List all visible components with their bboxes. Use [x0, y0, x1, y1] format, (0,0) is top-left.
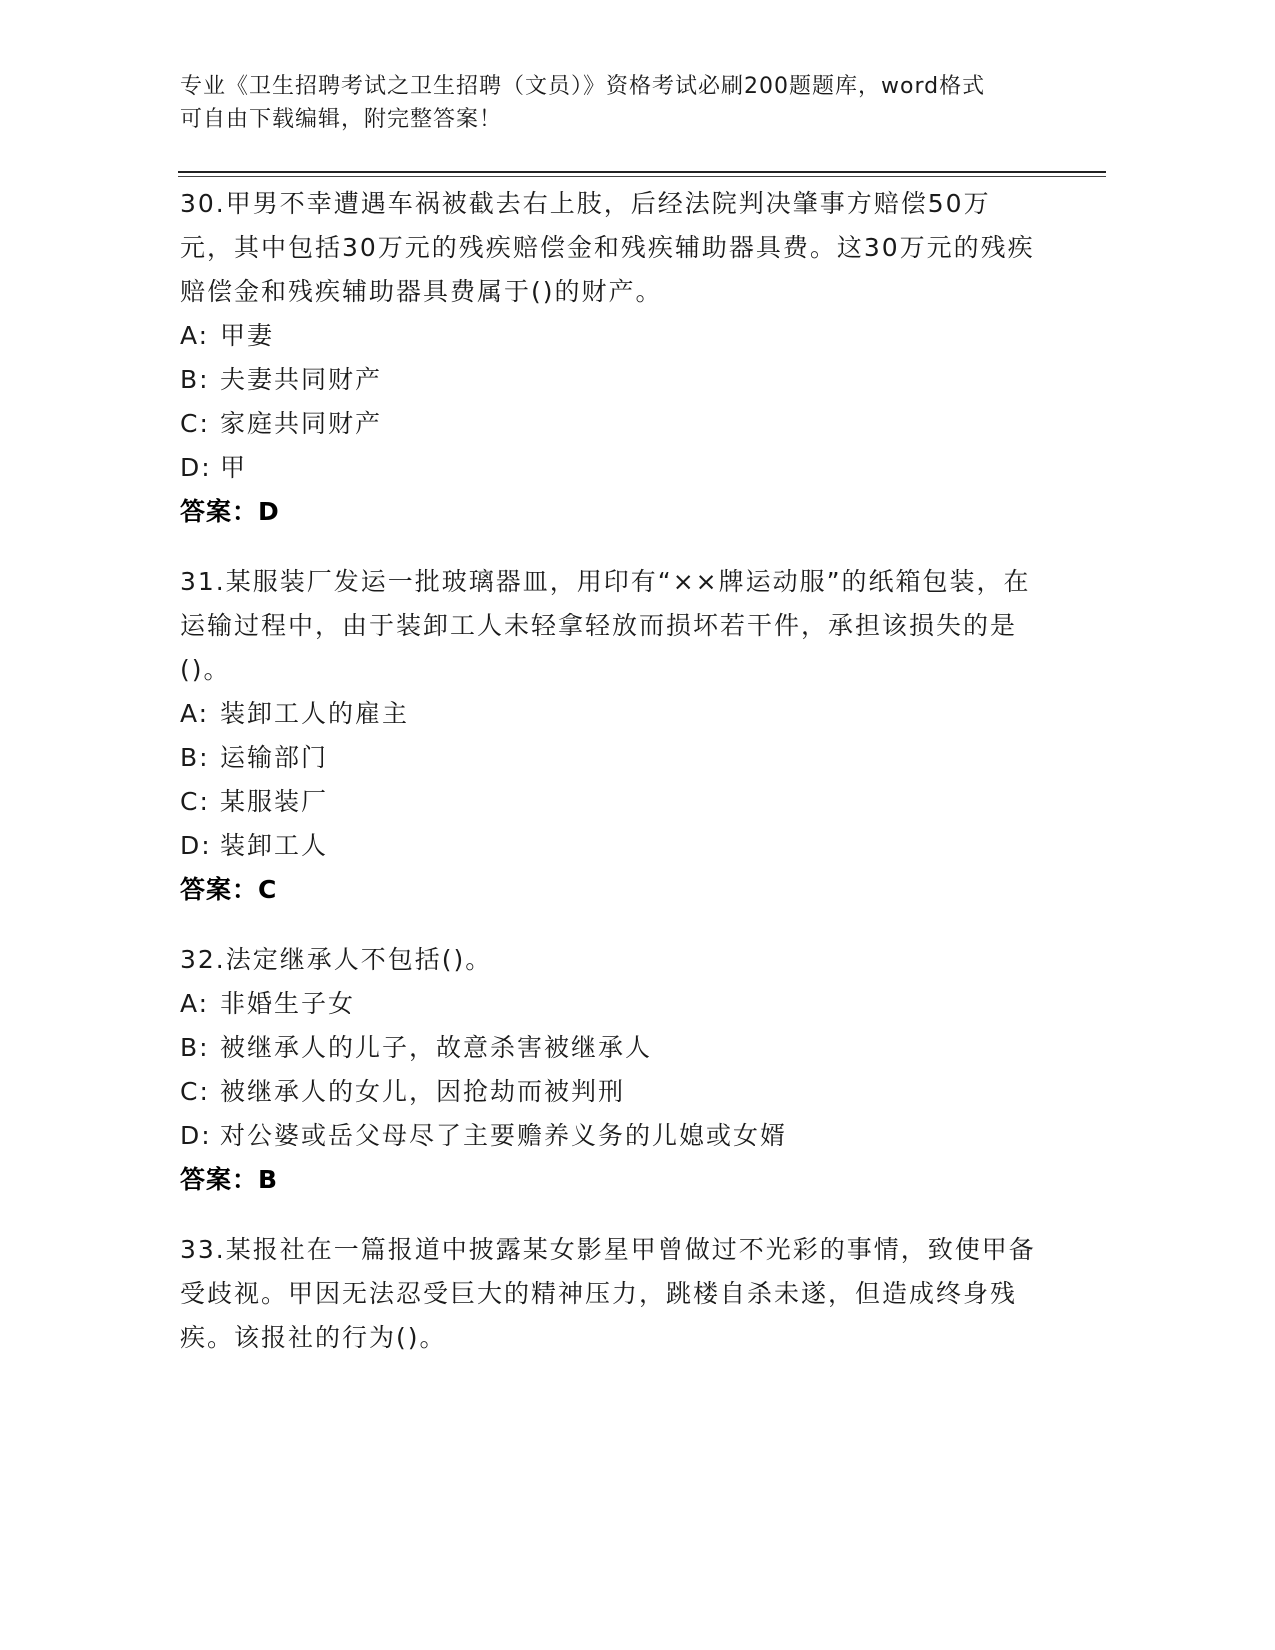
option-a [180, 692, 1040, 736]
question-text: 32.法定继承人不包括()。 [180, 945, 493, 974]
option-text: 被继承人的儿子，故意杀害被继承人 [220, 1033, 653, 1062]
question-33 [180, 1228, 1040, 1360]
option-text: 某服装厂 [220, 787, 329, 816]
option-text: 运输部门 [220, 743, 329, 772]
question-text: 30.甲男不幸遭遇车祸被截去右上肢，后经法院判决肇事方赔偿50万元，其中包括30万元的残疾赔偿金和残疾辅助器具费。这30万元的残疾赔偿金和残疾辅助器具费属于()的财产。 [180, 189, 1035, 306]
option-text: 非婚生子女 [220, 989, 356, 1018]
option-text: 夫妻共同财产 [220, 365, 383, 394]
option-letter: A: [180, 699, 210, 728]
option-letter: D: [180, 453, 212, 482]
option-text: 家庭共同财产 [220, 409, 383, 438]
option-d [180, 824, 1040, 868]
option-a [180, 314, 1040, 358]
option-letter: D: [180, 1121, 212, 1150]
header-divider-thin [178, 176, 1106, 177]
option-letter: C: [180, 787, 210, 816]
question-list [180, 182, 1040, 1386]
option-a [180, 982, 1040, 1026]
option-b [180, 1026, 1040, 1070]
answer-label: 答案：C [180, 875, 278, 904]
option-letter: B: [180, 365, 210, 394]
question-text: 31.某服装厂发运一批玻璃器皿，用印有“××牌运动服”的纸箱包装，在运输过程中，由于装卸工人未轻拿轻放而损坏若干件，承担该损失的是()。 [180, 567, 1031, 684]
option-letter: D: [180, 831, 212, 860]
header-line-1: 专业《卫生招聘考试之卫生招聘（文员）》资格考试必刷200题题库，word格式 [180, 74, 986, 99]
answer-label: 答案：B [180, 1165, 279, 1194]
question-30 [180, 182, 1040, 534]
option-letter: B: [180, 743, 210, 772]
option-letter: C: [180, 409, 210, 438]
option-text: 装卸工人的雇主 [220, 699, 410, 728]
question-31 [180, 560, 1040, 912]
header-line-2: 可自由下载编辑，附完整答案！ [180, 107, 503, 132]
option-letter: A: [180, 989, 210, 1018]
option-d [180, 1114, 1040, 1158]
option-letter: A: [180, 321, 210, 350]
option-text: 甲妻 [220, 321, 275, 350]
option-c [180, 1070, 1040, 1114]
option-letter: B: [180, 1033, 210, 1062]
option-text: 装卸工人 [220, 831, 329, 860]
option-b [180, 358, 1040, 402]
answer-label: 答案：D [180, 497, 280, 526]
question-32 [180, 938, 1040, 1202]
option-text: 对公婆或岳父母尽了主要赡养义务的儿媳或女婿 [220, 1121, 788, 1150]
document-header [180, 70, 1040, 136]
option-letter: C: [180, 1077, 210, 1106]
option-c [180, 402, 1040, 446]
option-b [180, 736, 1040, 780]
option-c [180, 780, 1040, 824]
question-text: 33.某报社在一篇报道中披露某女影星甲曾做过不光彩的事情，致使甲备受歧视。甲因无法忍受巨大的精神压力，跳楼自杀未遂，但造成终身残疾。该报社的行为()。 [180, 1235, 1036, 1352]
header-divider-thick [178, 171, 1106, 173]
option-d [180, 446, 1040, 490]
option-text: 被继承人的女儿，因抢劫而被判刑 [220, 1077, 626, 1106]
option-text: 甲 [220, 453, 248, 482]
